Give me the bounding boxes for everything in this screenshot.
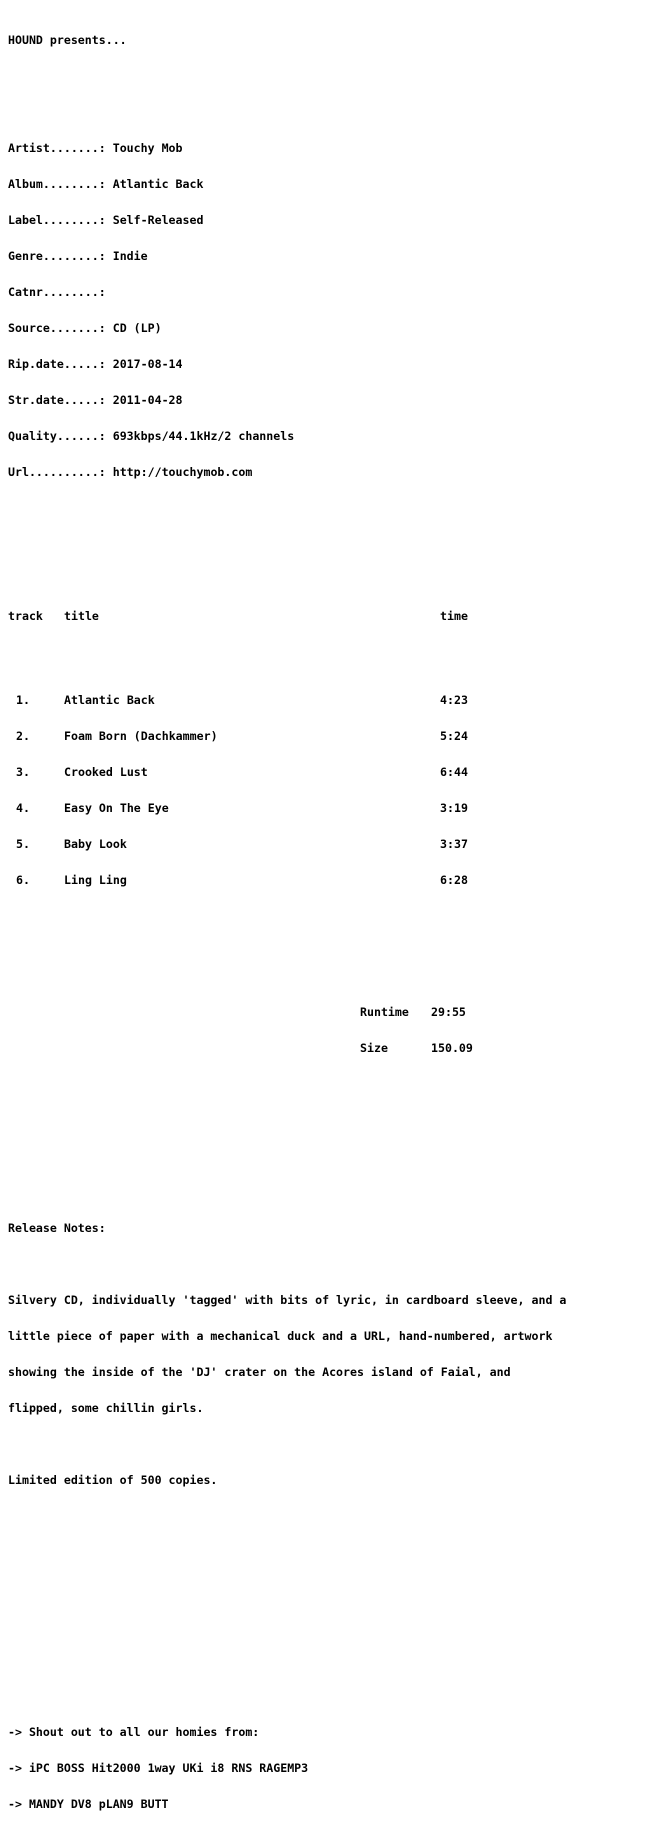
runtime-label: Runtime: [360, 1005, 409, 1019]
track-row: [8, 766, 652, 778]
release-notes-line: little piece of paper with a mechanical duck and a URL, hand-numbered, artwork: [8, 1329, 553, 1343]
track-title: Atlantic Back: [64, 693, 155, 707]
track-row: [8, 874, 652, 886]
size-row: [8, 1042, 652, 1054]
track-title: Easy On The Eye: [64, 801, 169, 815]
shoutout-line: -> Shout out to all our homies from:: [8, 1725, 260, 1739]
track-row: [8, 838, 652, 850]
blank-line: [8, 646, 652, 658]
info-label: Quality......:: [8, 429, 106, 443]
release-notes-line: flipped, some chillin girls.: [8, 1401, 204, 1415]
col-track-heading: track: [8, 609, 43, 623]
col-title-heading: title: [64, 609, 99, 623]
info-genre: [8, 250, 652, 262]
info-catnr: [8, 286, 652, 298]
release-notes-line: Silvery CD, individually 'tagged' with bits of lyric, in cardboard sleeve, and a: [8, 1293, 567, 1307]
track-time: 3:19: [440, 801, 468, 815]
info-label: Album........:: [8, 177, 106, 191]
track-title: Crooked Lust: [64, 765, 148, 779]
info-label: Artist.......:: [8, 141, 106, 155]
tracklist-header: [8, 610, 652, 622]
blank-line: [8, 538, 652, 550]
shoutouts: [8, 1702, 652, 1834]
info-label: Source.......:: [8, 321, 106, 335]
blank-line: [8, 1654, 652, 1666]
info-value: Self-Released: [112, 213, 204, 227]
info-url: [8, 466, 652, 478]
track-number: 5.: [16, 837, 30, 851]
track-number: 4.: [16, 801, 30, 815]
track-time: 6:28: [440, 873, 468, 887]
size-label: Size: [360, 1041, 388, 1055]
track-row: [8, 694, 652, 706]
blank-line: [8, 922, 652, 934]
info-label: Str.date.....:: [8, 393, 106, 407]
info-label: Rip.date.....:: [8, 357, 106, 371]
blank-line: [8, 1114, 652, 1126]
info-artist: [8, 142, 652, 154]
track-title: Baby Look: [64, 837, 127, 851]
shoutout-line: -> iPC BOSS Hit2000 1way UKi i8 RNS RAGEMP3: [8, 1761, 309, 1775]
blank-line: [8, 1258, 652, 1270]
info-quality: [8, 430, 652, 442]
track-time: 4:23: [440, 693, 468, 707]
track-time: 5:24: [440, 729, 468, 743]
info-value: CD (LP): [112, 321, 162, 335]
info-str-date: [8, 394, 652, 406]
blank-line: [8, 958, 652, 970]
blank-line: [8, 1150, 652, 1162]
runtime-row: [8, 1006, 652, 1018]
info-value: 2011-04-28: [112, 393, 183, 407]
release-notes-line: showing the inside of the 'DJ' crater on the Acores island of Faial, and: [8, 1365, 511, 1379]
col-time-heading: time: [440, 609, 468, 623]
limited-edition-note: Limited edition of 500 copies.: [8, 1473, 218, 1487]
track-row: [8, 730, 652, 742]
info-value: Touchy Mob: [112, 141, 183, 155]
info-value: 2017-08-14: [112, 357, 183, 371]
size-value: 150.09: [431, 1041, 473, 1055]
release-info: [8, 118, 652, 502]
runtime-value: 29:55: [431, 1005, 466, 1019]
blank-line: [8, 70, 652, 82]
shoutout-line: -> MANDY DV8 pLAN9 BUTT: [8, 1797, 169, 1811]
info-label: Url..........:: [8, 465, 106, 479]
track-time: 3:37: [440, 837, 468, 851]
info-source: [8, 322, 652, 334]
nfo-document: [8, 10, 652, 1846]
info-label: Catnr........:: [8, 285, 106, 299]
track-number: 3.: [16, 765, 30, 779]
blank-line: [8, 1546, 652, 1558]
track-title: Ling Ling: [64, 873, 127, 887]
header-line: HOUND presents...: [8, 33, 127, 47]
info-label: Label........:: [8, 213, 106, 227]
info-value: Indie: [112, 249, 148, 263]
info-label: Genre........:: [8, 249, 106, 263]
info-album: [8, 178, 652, 190]
tracklist: [8, 586, 652, 1078]
blank-line: [8, 1618, 652, 1630]
release-notes-heading: Release Notes:: [8, 1221, 106, 1235]
info-label-row: [8, 214, 652, 226]
track-title: Foam Born (Dachkammer): [64, 729, 218, 743]
info-value: 693kbps/44.1kHz/2 channels: [112, 429, 295, 443]
info-value: Atlantic Back: [112, 177, 204, 191]
blank-line: [8, 1438, 652, 1450]
track-number: 6.: [16, 873, 30, 887]
track-number: 2.: [16, 729, 30, 743]
info-value: http://touchymob.com: [112, 465, 253, 479]
blank-line: [8, 1582, 652, 1594]
release-notes: [8, 1198, 652, 1510]
track-row: [8, 802, 652, 814]
track-time: 6:44: [440, 765, 468, 779]
info-rip-date: [8, 358, 652, 370]
track-number: 1.: [16, 693, 30, 707]
